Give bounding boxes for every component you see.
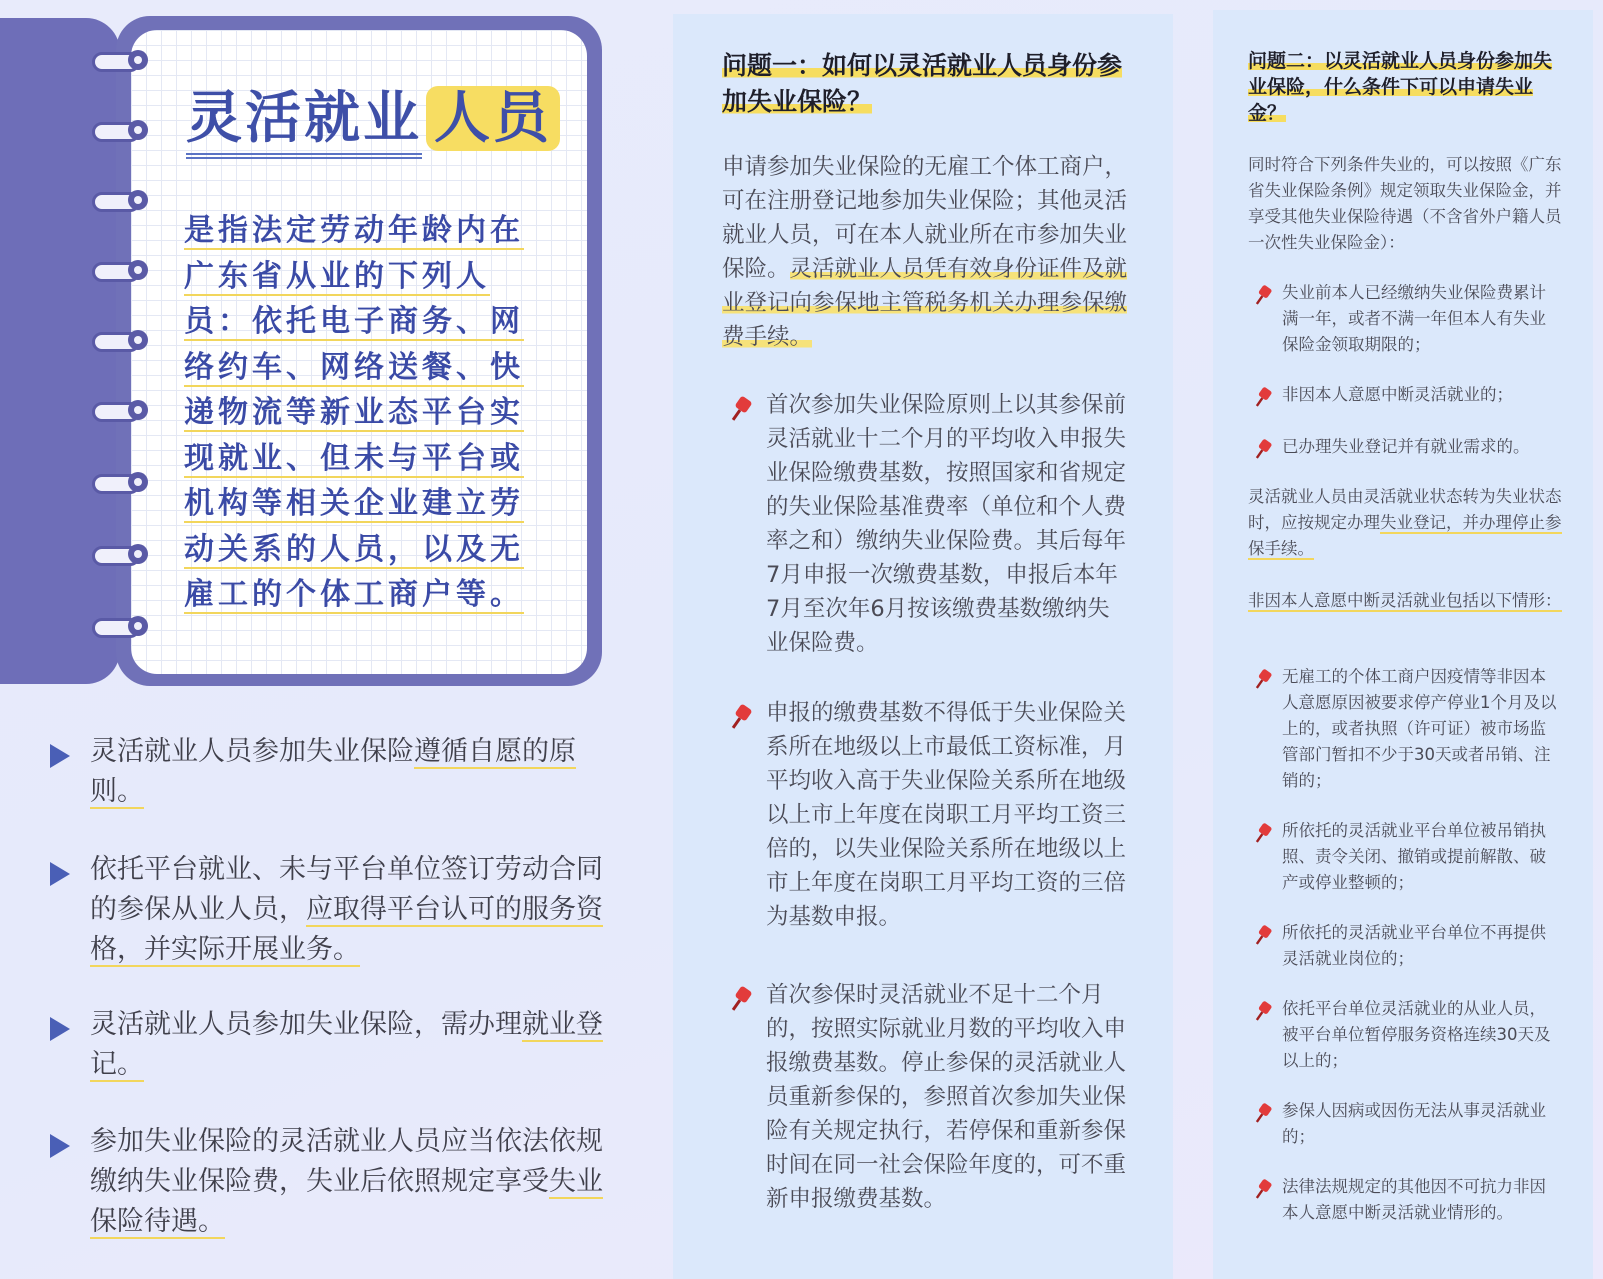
- bullet-text: 依托平台就业、未与平台单位签订劳动合同的参保从业人员，: [90, 854, 603, 925]
- bullet-text: 参加失业保险的灵活就业人员应当依法依规缴纳失业保险费，失业后依照规定享受: [90, 1126, 603, 1197]
- question-two-title: 问题二：以灵活就业人员身份参加失业保险，什么条件下可以申请失业金？: [1248, 50, 1553, 124]
- pushpin-icon: [1256, 286, 1272, 305]
- binder-ring-icon: [92, 618, 150, 636]
- definition-line: 络约车、网络送餐、快: [184, 349, 524, 385]
- definition-line: 动关系的人员，以及无: [184, 531, 524, 567]
- question-one-item: 申报的缴费基数不得低于失业保险关系所在地级以上市最低工资标准，月平均收入高于失业保险关系所在地级以上市上年度在岗职工月平均工资三倍的，以失业保险关系所在地级以上市上年度在岗职工月平均工资的三倍为基数申报。: [766, 700, 1127, 930]
- bullet-item: [50, 732, 610, 812]
- condition-item: 失业前本人已经缴纳失业保险费累计满一年，或者不满一年但本人有失业保险金领取期限的；: [1282, 283, 1546, 354]
- bullet-item: [50, 1122, 610, 1242]
- pushpin-icon: [1256, 824, 1272, 843]
- situation-item: 所依托的灵活就业平台单位被吊销执照、责令关闭、撤销或提前解散、破产或停业整顿的；: [1282, 821, 1546, 892]
- definition-line: 现就业、但未与平台或: [184, 440, 524, 476]
- question-one-item: 首次参加失业保险原则上以其参保前灵活就业十二个月的平均收入申报失业保险缴费基数，按照国家和省规定的失业保险基准费率（单位和个人费率之和）缴纳失业保险费。其后每年7月申报一次缴费基数，申报后本年7月至次年6月按该缴费基数缴纳失业保险费。: [766, 392, 1127, 656]
- triangle-arrow-icon: [50, 1017, 70, 1041]
- pushpin-icon: [1256, 388, 1272, 407]
- bullet-item: [50, 850, 610, 970]
- condition-item: 非因本人意愿中断灵活就业的；: [1282, 385, 1513, 404]
- title-part-1: 灵活就业: [186, 86, 422, 159]
- situation-item: 依托平台单位灵活就业的从业人员，被平台单位暂停服务资格连续30天及以上的；: [1282, 999, 1551, 1070]
- situation-item: 参保人因病或因伤无法从事灵活就业的；: [1282, 1101, 1546, 1146]
- binder-ring-icon: [92, 474, 150, 492]
- bullet-text: 灵活就业人员参加失业保险，需办理: [90, 1009, 522, 1040]
- question-one-title: 问题一：如何以灵活就业人员身份参加失业保险？: [722, 51, 1123, 116]
- condition-item: 已办理失业登记并有就业需求的。: [1282, 437, 1530, 456]
- definition-text: [184, 208, 536, 618]
- definition-line: 雇工的个体工商户等。: [184, 577, 524, 612]
- binder-ring-icon: [92, 52, 150, 70]
- pushpin-icon: [1256, 670, 1272, 689]
- situation-item: 所依托的灵活就业平台单位不再提供灵活就业岗位的；: [1282, 923, 1546, 968]
- title-part-2: 人员: [426, 86, 560, 151]
- definition-line: 广东省从业的下列人: [184, 258, 490, 294]
- situation-item: 法律法规规定的其他因不可抗力非因本人意愿中断灵活就业情形的。: [1282, 1177, 1546, 1222]
- binder-ring-icon: [92, 402, 150, 420]
- intro-highlight: 灵活就业人员凭有效身份证件及就业登记向参保地主管税务机关办理参保缴费手续。: [722, 256, 1128, 350]
- bullet-emphasis: 失业保险待遇。: [90, 1166, 603, 1237]
- binder-ring-icon: [92, 262, 150, 280]
- pushpin-icon: [732, 988, 752, 1012]
- transition-text: 灵活就业人员由灵活就业状态转为失业状态时，应按规定办理失业登记，并办理停止参保手续。: [1248, 487, 1562, 558]
- definition-line: 机构等相关企业建立劳: [184, 486, 524, 521]
- binder-ring-icon: [92, 192, 150, 210]
- triangle-arrow-icon: [50, 862, 70, 886]
- pushpin-icon: [1256, 1104, 1272, 1123]
- bullet-emphasis: 遵循自愿的原则。: [90, 736, 576, 807]
- interrupt-intro: 非因本人意愿中断灵活就业包括以下情形：: [1248, 591, 1562, 610]
- definition-line: 员：依托电子商务、网: [184, 304, 524, 339]
- binder-ring-icon: [92, 122, 150, 140]
- bullet-item: [50, 1005, 610, 1085]
- pushpin-icon: [732, 398, 752, 422]
- definition-line: 是指法定劳动年龄内在: [184, 213, 524, 248]
- bullet-emphasis: 就业登记。: [90, 1009, 603, 1080]
- situation-item: 无雇工的个体工商户因疫情等非因本人意愿原因被要求停产停业1个月及以上的，或者执照（许可证）被市场监管部门暂扣不少于30天或者吊销、注销的；: [1282, 667, 1557, 790]
- notebook-title: [186, 84, 560, 154]
- binder-ring-icon: [92, 546, 150, 564]
- bullet-text: 灵活就业人员参加失业保险: [90, 736, 414, 767]
- bullet-emphasis: 应取得平台认可的服务资格，并实际开展业务。: [90, 894, 603, 965]
- pushpin-icon: [1256, 1180, 1272, 1199]
- pushpin-icon: [1256, 1002, 1272, 1021]
- binder-ring-icon: [92, 332, 150, 350]
- pushpin-icon: [732, 706, 752, 730]
- transition-emphasis: 失业登记，并办理停止参保手续。: [1248, 513, 1562, 558]
- question-two-intro: 同时符合下列条件失业的，可以按照《广东省失业保险条例》规定领取失业保险金，并享受其他失业保险待遇（不含省外户籍人员一次性失业保险金）：: [1248, 155, 1562, 252]
- triangle-arrow-icon: [50, 1134, 70, 1158]
- question-one-item: 首次参保时灵活就业不足十二个月的，按照实际就业月数的平均收入申报缴费基数。停止参保的灵活就业人员重新参保的，参照首次参加失业保险有关规定执行，若停保和重新参保时间在同一社会保险年度的，可不重新申报缴费基数。: [766, 982, 1127, 1212]
- pushpin-icon: [1256, 440, 1272, 459]
- question-one-intro: 申请参加失业保险的无雇工个体工商户，可在注册登记地参加失业保险；其他灵活就业人员，可在本人就业所在市参加失业保险。灵活就业人员凭有效身份证件及就业登记向参保地主管税务机关办理参保缴费手续。: [722, 154, 1128, 350]
- definition-line: 递物流等新业态平台实: [184, 395, 524, 430]
- triangle-arrow-icon: [50, 744, 70, 768]
- pushpin-icon: [1256, 926, 1272, 945]
